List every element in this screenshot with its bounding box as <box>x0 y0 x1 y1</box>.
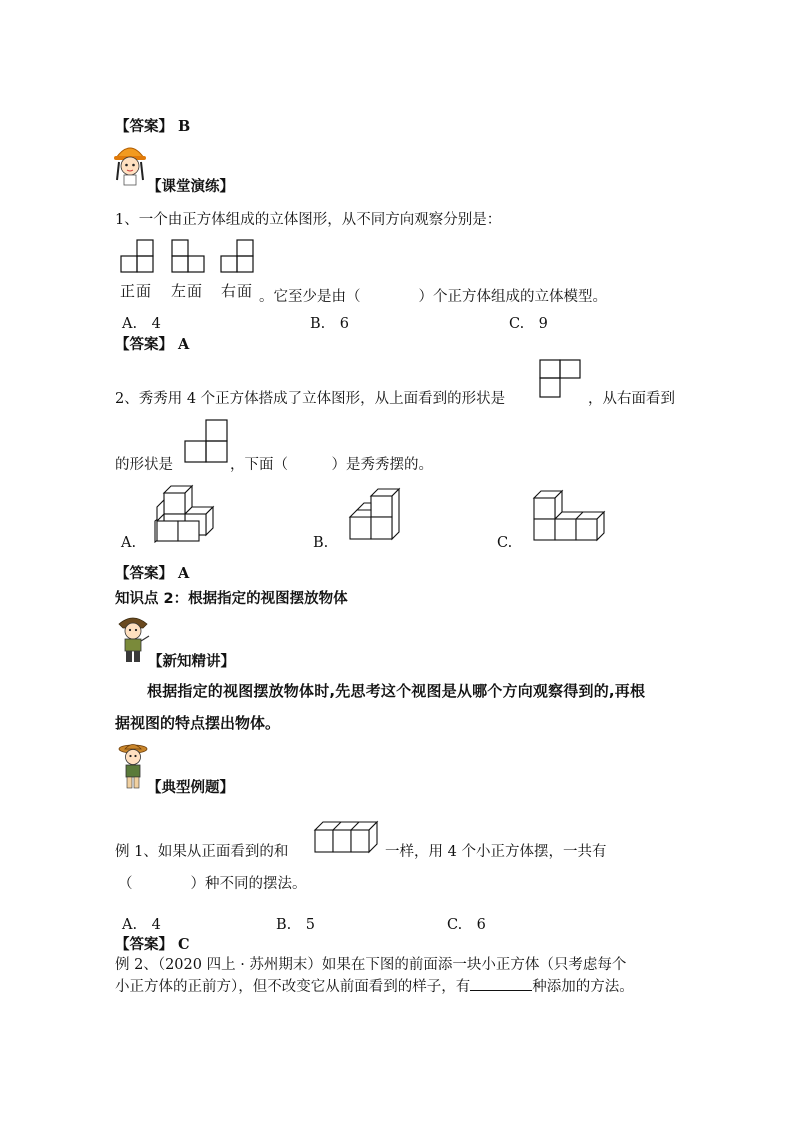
right-view-figure <box>221 240 261 274</box>
ex1-text-c: （ ）种不同的摆法。 <box>118 876 307 892</box>
q2-option-b-figure <box>347 488 403 542</box>
view-label-front: 正面 <box>120 282 153 300</box>
section-example-heading: 【典型例题】 <box>147 780 234 796</box>
intro-paragraph-line1: 根据指定的视图摆放物体时,先思考这个视图是从哪个方向观察得到的,再根 <box>147 682 646 700</box>
answer-line: 【答案】 B <box>115 118 191 135</box>
ex1-text-b: 一样，用 4 个小正方体摆，一共有 <box>385 844 607 860</box>
ex1-front-view-figure <box>315 820 385 854</box>
q2-option-a-label: A. <box>121 535 137 551</box>
q1-text: 1、一个由正方体组成的立体图形，从不同方向观察分别是： <box>115 212 502 228</box>
section-practice-heading: 【课堂演练】 <box>147 179 234 195</box>
ex1-option-b: B. 5 <box>276 917 315 933</box>
q1-answer: 【答案】 A <box>115 336 190 353</box>
view-label-right: 右面 <box>221 282 254 300</box>
q2-text-d: ，下面（ ）是秀秀摆的。 <box>230 457 433 473</box>
q2-right-view-figure <box>185 420 231 464</box>
q2-text-a: 2、秀秀用 4 个正方体搭成了立体图形，从上面看到的形状是 <box>115 391 506 407</box>
boy-mascot-icon <box>113 614 153 664</box>
q2-text-b: ，从右面看到 <box>588 391 675 407</box>
ex2-line2 <box>115 975 634 996</box>
q2-top-view-figure <box>540 360 584 400</box>
view-label-left: 左面 <box>171 282 204 300</box>
q2-option-c-figure <box>533 490 609 544</box>
left-view-figure <box>172 240 212 274</box>
intro-paragraph-line2: 据视图的特点摆出物体。 <box>115 714 281 732</box>
q2-text-c: 的形状是 <box>115 457 173 473</box>
ex2-line2-text-a: 小正方体的正前方），但不改变它从前面看到的样子，有 <box>115 979 471 995</box>
knowledge-point-heading: 知识点 2：根据指定的视图摆放物体 <box>115 591 348 607</box>
section-new-heading: 【新知精讲】 <box>148 654 235 670</box>
q2-option-a-figure <box>155 486 217 542</box>
ex1-answer: 【答案】 C <box>115 936 190 953</box>
girl-mascot-icon <box>110 140 150 188</box>
front-view-figure <box>121 240 161 274</box>
ex1-option-c: C. 6 <box>447 917 486 933</box>
ex1-option-a: A. 4 <box>122 917 161 933</box>
q1-tail: 。它至少是由（ ）个正方体组成的立体模型。 <box>259 289 607 305</box>
q2-answer: 【答案】 A <box>115 565 190 582</box>
q1-option-c: C. 9 <box>509 316 548 332</box>
ex2-answer-blank[interactable] <box>470 976 532 991</box>
ex1-text-a: 例 1、如果从正面看到的和 <box>115 844 289 860</box>
q2-option-c-label: C. <box>497 535 513 551</box>
ex2-line2-text-b: 种添加的方法。 <box>532 979 634 995</box>
q1-option-b: B. 6 <box>310 316 349 332</box>
q2-option-b-label: B. <box>313 535 329 551</box>
q1-option-a: A. 4 <box>122 316 161 332</box>
ex2-line1: 例 2、（2020 四上 · 苏州期末）如果在下图的前面添一块小正方体（只考虑每个 <box>115 957 627 973</box>
